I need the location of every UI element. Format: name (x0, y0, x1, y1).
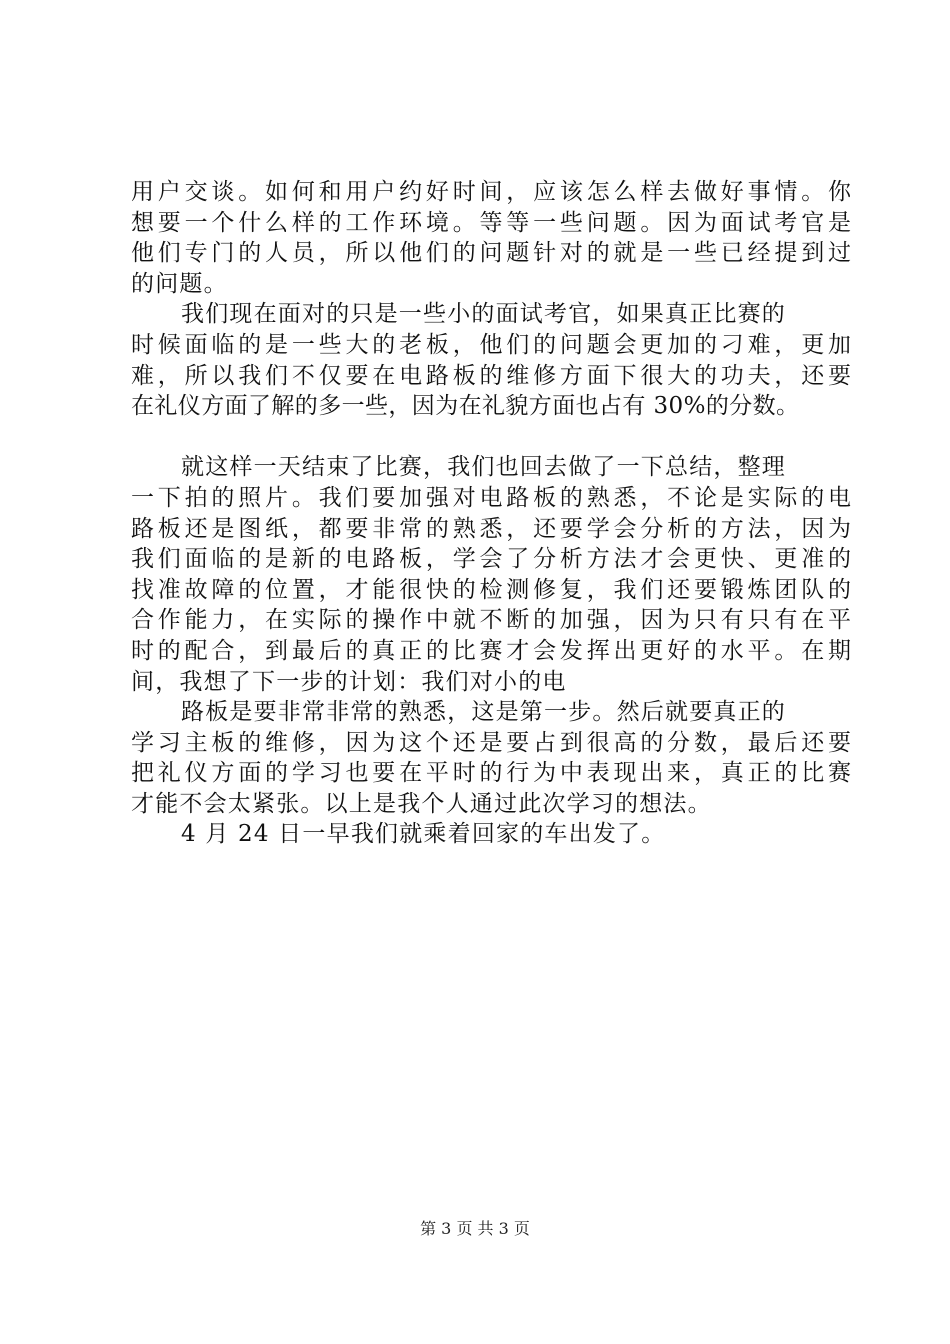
text-line: 才能不会太紧张。以上是我个人通过此次学习的想法。 (131, 790, 712, 817)
text-line: 想要一个什么样的工作环境。等等一些问题。因为面试考官是 (131, 209, 851, 236)
paragraph-start-line: 路板是要非常非常的熟悉，这是第一步。然后就要真正的 (181, 699, 786, 726)
text-line: 在礼仪方面了解的多一些，因为在礼貌方面也占有 30%的分数。 (131, 393, 800, 420)
text-line: 路板还是图纸，都要非常的熟悉，还要学会分析的方法，因为 (131, 515, 851, 542)
page-number-footer: 第 3 页 共 3 页 (420, 1219, 530, 1238)
text-line: 用户交谈。如何和用户约好时间，应该怎么样去做好事情。你 (131, 179, 851, 205)
paragraph-start-line: 就这样一天结束了比赛，我们也回去做了一下总结，整理 (181, 454, 786, 481)
text-line: 把礼仪方面的学习也要在平时的行为中表现出来，真正的比赛 (131, 760, 851, 787)
text-line: 时候面临的是一些大的老板，他们的问题会更加的刁难，更加 (131, 331, 851, 358)
text-line: 我们面临的是新的电路板，学会了分析方法才会更快、更准的 (131, 546, 851, 573)
text-line: 学习主板的维修，因为这个还是要占到很高的分数，最后还要 (131, 729, 851, 756)
paragraph-start-line: 我们现在面对的只是一些小的面试考官，如果真正比赛的 (181, 301, 786, 328)
text-line: 难，所以我们不仅要在电路板的维修方面下很大的功夫，还要 (131, 362, 851, 389)
paragraph-gap (131, 422, 851, 453)
text-line: 合作能力，在实际的操作中就不断的加强，因为只有只有在平 (131, 607, 851, 634)
paragraph-start-line: 4 月 24 日一早我们就乘着回家的车出发了。 (181, 821, 666, 848)
text-line: 找准故障的位置，才能很快的检测修复，我们还要锻炼团队的 (131, 576, 851, 603)
text-line: 时的配合，到最后的真正的比赛才会发挥出更好的水平。在期 (131, 637, 851, 664)
text-line: 他们专门的人员，所以他们的问题针对的就是一些已经提到过 (131, 240, 851, 267)
document-body (131, 177, 851, 850)
text-line: 的问题。 (131, 270, 228, 297)
text-line: 一下拍的照片。我们要加强对电路板的熟悉，不论是实际的电 (131, 484, 851, 511)
text-line: 间，我想了下一步的计划：我们对小的电 (131, 668, 567, 695)
